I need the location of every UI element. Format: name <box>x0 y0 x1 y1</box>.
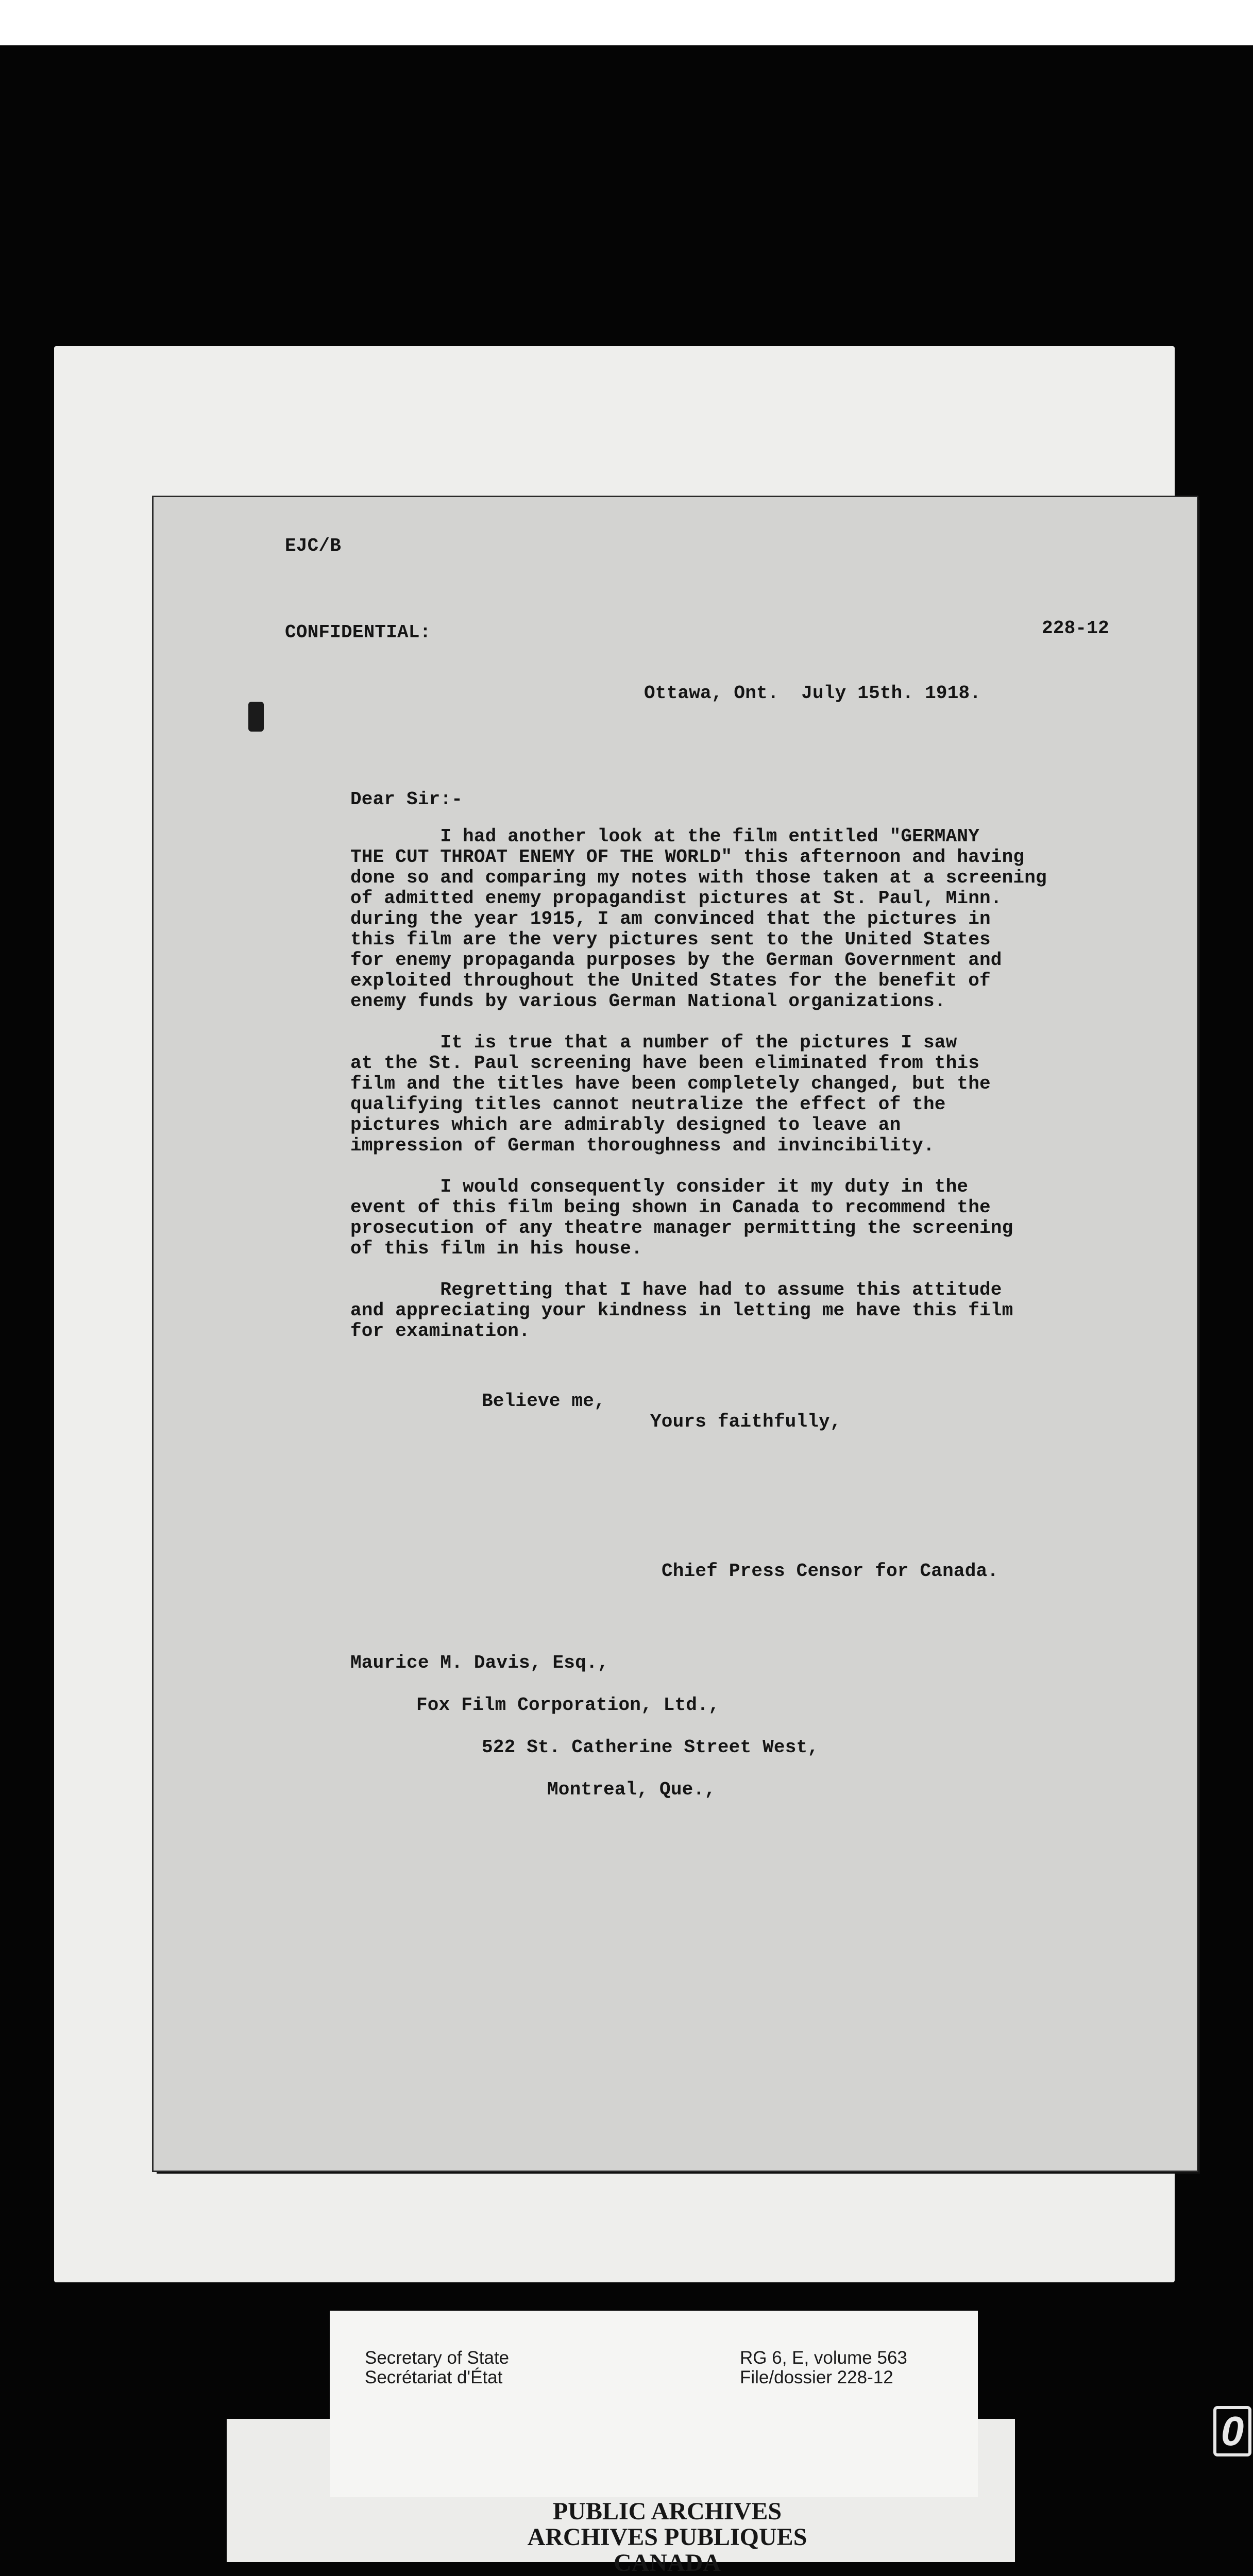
closing-yours-faithfully: Yours faithfully, <box>650 1411 841 1432</box>
closing-believe-me: Believe me, <box>482 1391 605 1412</box>
paragraph: Regretting that I have had to assume this attitude and appreciating your kindness in letting me have this film for examination. <box>350 1279 1013 1342</box>
archives-line-french: ARCHIVES PUBLIQUES <box>527 2523 807 2551</box>
signature-title: Chief Press Censor for Canada. <box>662 1561 999 1582</box>
address-city: Montreal, Que., <box>547 1779 716 1800</box>
file-reference: File/dossier 228-12 <box>740 2367 893 2387</box>
frame-number: 0 <box>1213 2406 1251 2456</box>
file-number: 228-12 <box>1042 618 1109 639</box>
archives-line-english: PUBLIC ARCHIVES <box>552 2498 782 2525</box>
salutation: Dear Sir:- <box>350 789 463 810</box>
archives-stamp <box>474 2499 860 2576</box>
department-french: Secrétariat d'État <box>365 2367 503 2387</box>
volume-reference: RG 6, E, volume 563 <box>740 2348 907 2368</box>
address-street: 522 St. Catherine Street West, <box>482 1737 819 1758</box>
paragraph: I had another look at the film entitled "GERMANY THE CUT THROAT ENEMY OF THE WORLD" this afternoon and having done so and comparing my notes with those taken at a screening of admitted enemy propagandist pictures at St. Paul, Minn. during the year 1915, I am convinced that the pictures in this film are the very pictures sent to the United States for enemy propaganda purposes by the German Government and exploited throughout the United States for the benefit of enemy funds by various German National organizations. <box>350 826 1047 1012</box>
archives-line-country: CANADA <box>614 2549 721 2576</box>
department-english: Secretary of State <box>365 2348 510 2368</box>
address-name: Maurice M. Davis, Esq., <box>350 1652 609 1673</box>
paragraph: I would consequently consider it my duty in the event of this film being shown in Canada to recommend the prosecution of any theatre manager permitting the screening of this film in his house. <box>350 1176 1013 1259</box>
reference-initials: EJC/B <box>285 535 342 556</box>
address-company: Fox Film Corporation, Ltd., <box>416 1694 720 1716</box>
letter-body <box>350 826 1047 1362</box>
place-date: Ottawa, Ont. July 15th. 1918. <box>644 683 981 704</box>
punch-mark <box>248 702 264 732</box>
confidential-label: CONFIDENTIAL: <box>285 622 431 643</box>
archive-card <box>330 2311 978 2497</box>
paragraph: It is true that a number of the pictures I saw at the St. Paul screening have been eliminated from this film and the titles have been completely changed, but the qualifying titles cannot neutralize the effect of the pictures which are admirably designed to leave an impression of German thoroughness and invincibility. <box>350 1032 991 1156</box>
scanner-top-strip <box>0 0 1253 45</box>
